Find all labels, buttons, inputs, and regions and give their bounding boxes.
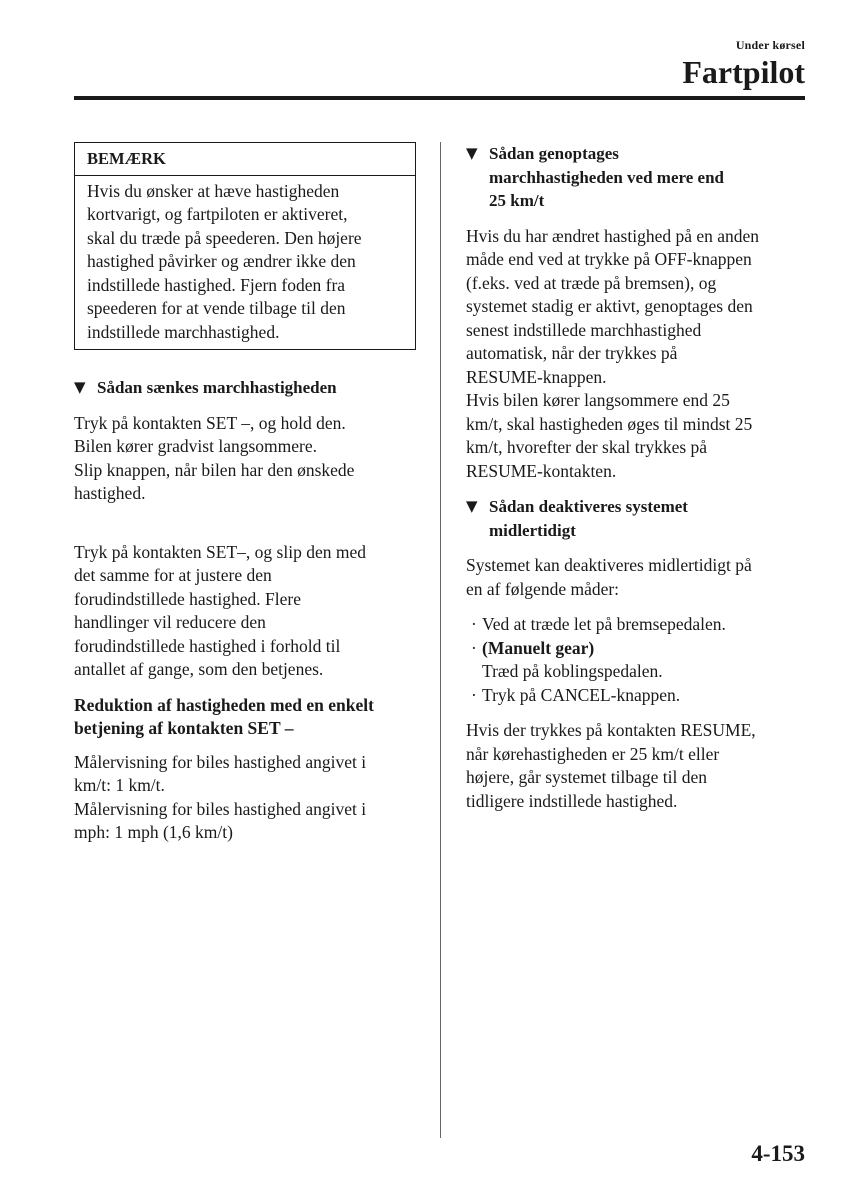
page-number: 4-153 <box>751 1141 805 1166</box>
section-label: Under kørsel <box>735 38 805 52</box>
triangle-down-icon: ▼ <box>466 497 478 515</box>
text-line: hastighed. <box>74 483 146 503</box>
text-line: Målervisning for biles hastighed angivet i <box>74 751 367 772</box>
text-line: Sådan deaktiveres systemet <box>489 497 688 516</box>
text-line: systemet stadig er aktivt, genoptages den <box>466 296 753 316</box>
paragraph <box>74 751 416 845</box>
text-line: en af følgende måder: <box>466 578 620 599</box>
paragraph <box>466 719 801 813</box>
paragraph <box>74 412 416 506</box>
middle-dot-icon: · <box>471 614 477 634</box>
text-line: Hvis der trykkes på kontakten RESUME, <box>466 720 756 740</box>
heading-text: Sådan sænkes marchhastigheden <box>97 378 337 397</box>
header-rule <box>74 96 805 100</box>
heading-resume-speed <box>466 142 801 213</box>
triangle-down-icon: ▼ <box>466 144 478 162</box>
left-column <box>74 142 416 857</box>
text-line: marchhastigheden ved mere end <box>489 167 725 187</box>
text-line: (f.eks. ved at træde på bremsen), og <box>466 272 717 293</box>
note-line: Hvis du ønsker at hæve hastigheden <box>87 180 340 201</box>
list-item <box>466 637 801 684</box>
note-line: hastighed påvirker og ændrer ikke den <box>87 251 356 271</box>
text-line: Tryk på kontakten SET –, og hold den. <box>74 412 346 433</box>
note-title: BEMÆRK <box>75 143 415 176</box>
note-line: indstillede marchhastighed. <box>87 321 280 342</box>
note-body <box>75 176 415 350</box>
text-line: Hvis bilen kører langsommere end 25 <box>466 390 730 410</box>
middle-dot-icon: · <box>471 684 477 705</box>
text-line: betjening af kontakten SET – <box>74 718 294 738</box>
heading-deactivate <box>466 495 801 542</box>
subheading-single-operation <box>74 694 416 741</box>
text-line: mph: 1 mph (1,6 km/t) <box>74 822 233 842</box>
list-item-text: Tryk på CANCEL-knappen. <box>482 684 681 705</box>
text-line: RESUME-kontakten. <box>466 460 617 481</box>
text-line: midlertidigt <box>489 520 576 540</box>
note-line: speederen for at vende tilbage til den <box>87 298 346 318</box>
heading-lower-speed <box>74 376 416 400</box>
bullet-list <box>466 613 801 707</box>
text-line: Slip knappen, når bilen har den ønskede <box>74 459 355 480</box>
chapter-title: Fartpilot <box>682 54 805 90</box>
list-item <box>466 613 801 637</box>
paragraph <box>466 225 801 484</box>
text-line: km/t: 1 km/t. <box>74 775 165 795</box>
list-item <box>466 684 801 708</box>
note-line: indstillede hastighed. Fjern foden fra <box>87 274 346 295</box>
list-item-text: Træd på koblingspedalen. <box>482 661 663 681</box>
text-line: Hvis du har ændret hastighed på en anden <box>466 225 760 246</box>
text-line: km/t, hvorefter der skal trykkes på <box>466 437 708 457</box>
text-line: handlinger vil reducere den <box>74 612 266 632</box>
text-line: Sådan genoptages <box>489 144 619 163</box>
list-item-bold-text: (Manuelt gear) <box>482 637 595 658</box>
text-line: Systemet kan deaktiveres midlertidigt på <box>466 555 752 575</box>
triangle-down-icon: ▼ <box>74 378 86 396</box>
text-line: højere, går systemet tilbage til den <box>466 767 708 787</box>
text-line: når kørehastigheden er 25 km/t eller <box>466 743 720 764</box>
list-item-text: Ved at træde let på bremsepedalen. <box>482 614 726 634</box>
text-line: Tryk på kontakten SET–, og slip den med <box>74 541 366 562</box>
text-line: Målervisning for biles hastighed angivet i <box>74 798 367 819</box>
text-line: km/t, skal hastigheden øges til mindst 25 <box>466 413 753 434</box>
right-column <box>466 142 801 825</box>
text-line: automatisk, når der trykkes på <box>466 343 678 363</box>
note-line: kortvarigt, og fartpiloten er aktiveret, <box>87 204 348 224</box>
text-line: Reduktion af hastigheden med en enkelt <box>74 694 374 715</box>
text-line: det samme for at justere den <box>74 565 272 585</box>
text-line: tidligere indstillede hastighed. <box>466 790 678 811</box>
text-line: måde end ved at trykke på OFF-knappen <box>466 249 752 269</box>
text-line: forudindstillede hastighed. Flere <box>74 588 301 609</box>
text-line: Bilen kører gradvist langsommere. <box>74 436 317 456</box>
middle-dot-icon: · <box>471 637 477 658</box>
column-divider <box>440 142 441 1138</box>
paragraph <box>74 541 416 682</box>
text-line: senest indstillede marchhastighed <box>466 319 702 340</box>
text-line: forudindstillede hastighed i forhold til <box>74 635 341 656</box>
text-line: RESUME-knappen. <box>466 366 607 387</box>
text-line: antallet af gange, som den betjenes. <box>74 659 324 679</box>
note-box <box>74 142 416 350</box>
note-line: skal du træde på speederen. Den højere <box>87 227 362 248</box>
text-line: 25 km/t <box>489 191 545 210</box>
paragraph <box>466 554 801 601</box>
